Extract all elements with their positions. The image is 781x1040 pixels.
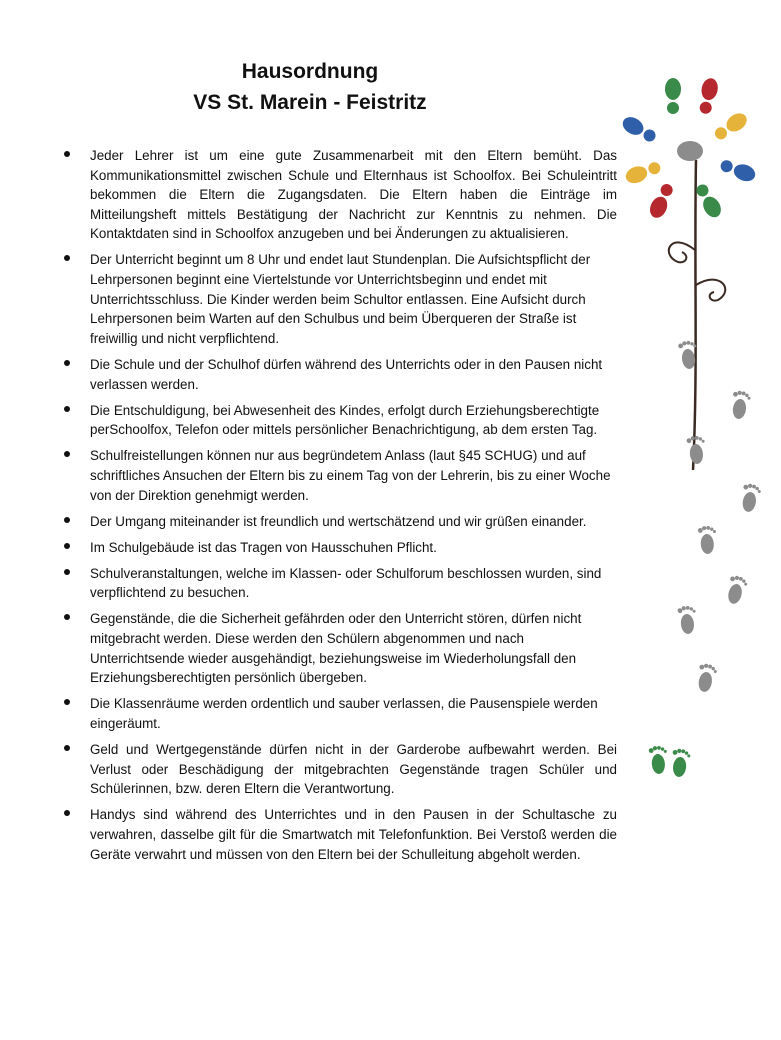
bullet-icon <box>64 360 70 366</box>
bullet-icon <box>64 451 70 457</box>
rule-item: Der Unterricht beginnt um 8 Uhr und endet laut Stundenplan. Die Aufsichtspflicht der Lehrpersonen beginnt eine Viertelstunde vor Unterrichtsbeginn und endet mit Unterrichtsschluss. Die Kinder werden beim Schultor entlassen. Eine Aufsicht durch Lehrpersonen beim Warten auf den Schulbus und beim Überqueren der Straße ist freiwillig und nicht verpflichtend. <box>64 250 617 348</box>
rule-item: Im Schulgebäude ist das Tragen von Hausschuhen Pflicht. <box>64 538 617 558</box>
rule-item: Jeder Lehrer ist um eine gute Zusammenarbeit mit den Eltern bemüht. Das Kommunikationsmittel zwischen Schule und Elternhaus ist Schoolfox. Bei Schuleintritt bekommen die Eltern die Zugangsdaten. Die Eltern haben die Einträge im Mitteilungsheft mittels Bestätigung der Nachricht zur Kenntnis zu nehmen. Die Kontaktdaten sind in Schoolfox anzugeben und bei Änderungen zu aktualisieren. <box>64 146 617 244</box>
title-line-1: Hausordnung <box>241 60 379 83</box>
bullet-icon <box>64 255 70 261</box>
bullet-icon <box>64 406 70 412</box>
rules-list <box>64 146 617 871</box>
rule-item: Schulfreistellungen können nur aus begründetem Anlass (laut §45 SCHUG) und auf schriftliches Ansuchen der Eltern bis zu einem Tag von der Lehrerin, bis zu einer Woche von der Direktion genehmigt werden. <box>64 446 617 505</box>
bullet-icon <box>64 543 70 549</box>
bullet-icon <box>64 614 70 620</box>
bullet-icon <box>64 810 70 816</box>
rule-item: Die Schule und der Schulhof dürfen während des Unterrichts oder in den Pausen nicht verlassen werden. <box>64 355 617 394</box>
page-title <box>0 56 620 118</box>
rule-item: Der Umgang miteinander ist freundlich und wertschätzend und wir grüßen einander. <box>64 512 617 532</box>
bullet-icon <box>64 699 70 705</box>
bullet-icon <box>64 151 70 157</box>
rule-item: Die Entschuldigung, bei Abwesenheit des Kindes, erfolgt durch Erziehungsberechtigte perSchoolfox, Telefon oder mittels persönlicher Benachrichtigung, ab dem ersten Tag. <box>64 401 617 440</box>
rule-item: Die Klassenräume werden ordentlich und sauber verlassen, die Pausenspiele werden eingeräumt. <box>64 694 617 733</box>
bullet-icon <box>64 569 70 575</box>
rule-item: Geld und Wertgegenstände dürfen nicht in der Garderobe aufbewahrt werden. Bei Verlust oder Beschädigung der mitgebrachten Gegenstände tragen Schüler und Schülerinnen, bzw. deren Eltern die Verantwortung. <box>64 740 617 799</box>
bullet-icon <box>64 517 70 523</box>
title-line-2: VS St. Marein - Feistritz <box>193 91 427 114</box>
bullet-icon <box>64 745 70 751</box>
rule-item: Gegenstände, die die Sicherheit gefährden oder den Unterricht stören, dürfen nicht mitgebracht werden. Diese werden den Schülern abgenommen und nach Unterrichtsende wieder ausgehändigt, beziehungsweise im Wiederholungsfall den Erziehungsberechtigten persönlich übergeben. <box>64 609 617 687</box>
footprint-flower-icon <box>610 70 775 800</box>
rule-item: Handys sind während des Unterrichtes und in den Pausen in der Schultasche zu verwahren, dasselbe gilt für die Smartwatch mit Telefonfunktion. Bei Verstoß werden die Geräte verwahrt und müssen von den Eltern bei der Schulleitung abgeholt werden. <box>64 805 617 864</box>
rule-item: Schulveranstaltungen, welche im Klassen- oder Schulforum beschlossen wurden, sind verpflichtend zu besuchen. <box>64 564 617 603</box>
